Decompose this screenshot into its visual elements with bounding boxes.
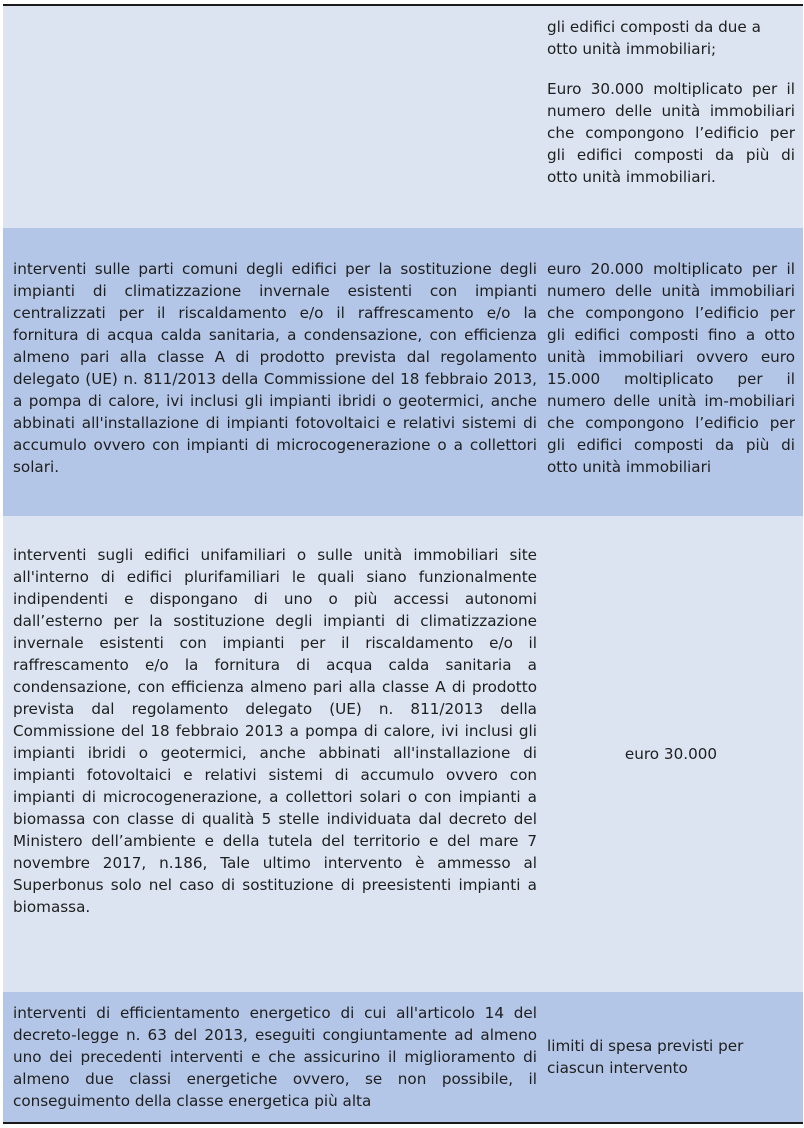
limit-text: limiti di spesa previsti per ciascun intervento bbox=[547, 1037, 744, 1077]
intervention-text: interventi sugli edifici unifamiliari o sulle unità immobiliari site all'interno di edifici plurifamiliari le quali siano funzionalmente indipendenti e dispongano di uno o più accessi autonomi dall’esterno per la sostituzione degli impianti di climatizzazione invernale esistenti con impianti per il riscaldamento e/o il raffrescamento e/o la fornitura di acqua calda sanitaria a condensazione, con efficienza almeno pari alla classe A di prodotto prevista dal regolamento delegato (UE) n. 811/2013 della Commissione del 18 febbraio 2013 a pompa di calore, ivi inclusi gli impianti ibridi o geotermici, anche abbinati all'installazione di impianti fotovoltaici e relativi sistemi di accumulo ovvero con impianti di microcogenerazione, a collettori solari o con impianti a biomassa con classe di qualità 5 stelle individuata dal decreto del Ministero dell’ambiente e della tutela del territorio e del mare 7 novembre 2017, n.186, Tale ultimo intervento è ammesso al Superbonus solo nel caso di sostituzione di preesistenti impianti a biomassa. bbox=[13, 546, 537, 916]
limit-text: Euro 30.000 moltiplicato per il numero delle unità immobiliari che compongono l’edificio per gli edifici composti da più di otto unità immobiliari. bbox=[547, 80, 795, 186]
limit-cell bbox=[543, 516, 803, 992]
limit-cell bbox=[543, 228, 803, 516]
intervention-text: interventi sulle parti comuni degli edifici per la sostituzione degli impianti di climatizzazione invernale esistenti con impianti centralizzati per il riscaldamento e/o il raffrescamento e/o la fornitura di acqua calda sanitaria, a condensazione, con efficienza almeno pari alla classe A di prodotto prevista dal regolamento delegato (UE) n. 811/2013 della Commissione del 18 febbraio 2013, a pompa di calore, ivi inclusi gli impianti ibridi o geotermici, anche abbinati all'installazione di impianti fotovoltaici e relativi sistemi di accumulo ovvero con impianti di microcogenerazione o a collettori solari. bbox=[13, 260, 537, 476]
intervention-cell bbox=[3, 228, 543, 516]
spending-limits-table bbox=[3, 4, 803, 1124]
table-row bbox=[3, 992, 803, 1122]
table-row bbox=[3, 228, 803, 516]
limit-text: euro 30.000 bbox=[624, 745, 718, 763]
intervention-cell bbox=[3, 6, 543, 228]
limit-cell bbox=[543, 6, 803, 228]
intervention-text: interventi di efficientamento energetico di cui all'articolo 14 del decreto-legge n. 63 del 2013, eseguiti congiuntamente ad almeno uno dei precedenti interventi e che assicurino il miglioramento di almeno due classi energetiche ovvero, se non possibile, il conseguimento della classe energetica più alta bbox=[13, 1004, 537, 1110]
limit-cell bbox=[543, 992, 803, 1122]
limit-text: gli edifici composti da due a otto unità immobiliari; bbox=[547, 18, 761, 58]
intervention-cell bbox=[3, 516, 543, 992]
intervention-cell bbox=[3, 992, 543, 1122]
table-row bbox=[3, 6, 803, 228]
table-row bbox=[3, 516, 803, 992]
limit-text: euro 20.000 moltiplicato per il numero delle unità immobiliari che compongono l’edificio per gli edifici composti fino a otto unità immobiliari ovvero euro 15.000 moltiplicato per il numero delle unità im-mobiliari che compongono l’edificio per gli edifici composti da più di otto unità immobiliari bbox=[547, 260, 795, 476]
